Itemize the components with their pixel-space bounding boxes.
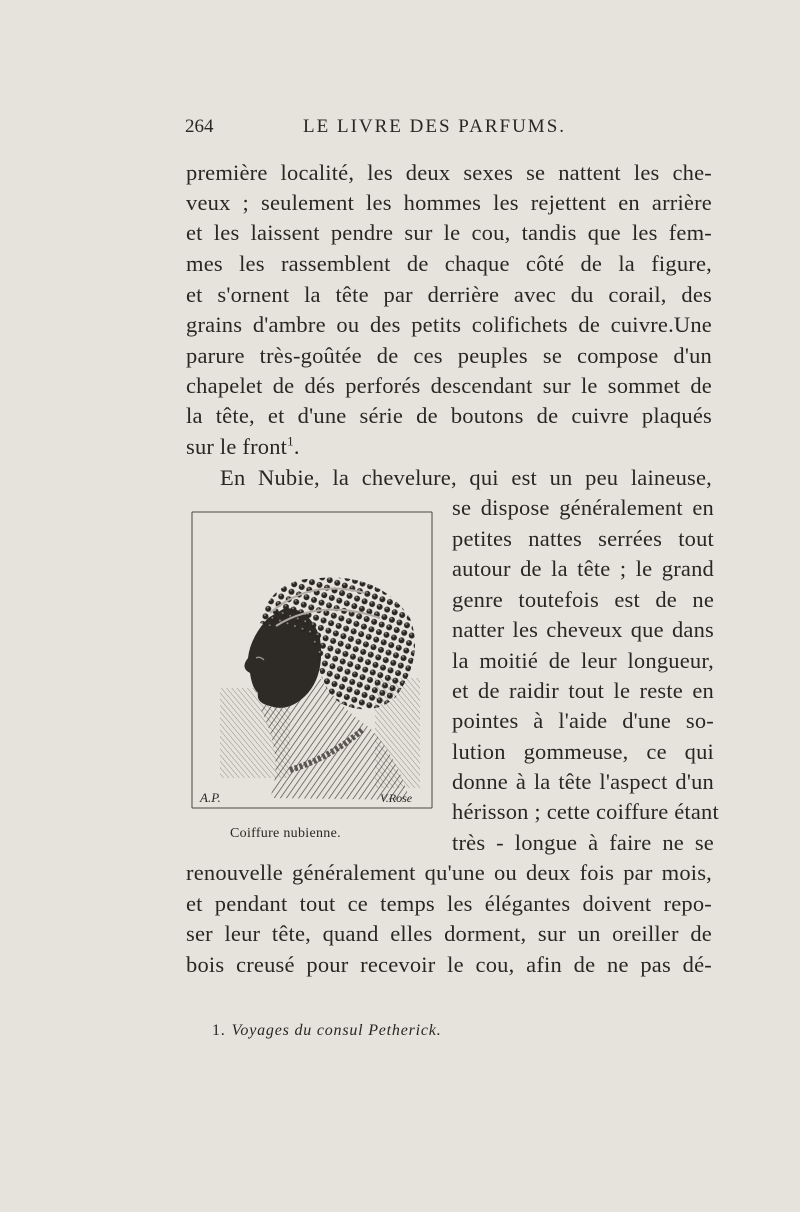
- text-line: autour de la tête ; le grand: [452, 556, 714, 581]
- text-line: grains d'ambre ou des petits colifichets de cuivre.Une: [186, 312, 712, 337]
- running-header: [185, 116, 715, 146]
- engraver-signature-right: V.Rose: [380, 791, 413, 805]
- text-line: bois creusé pour recevoir le cou, afin de ne pas dé-: [186, 952, 712, 977]
- text-line: première localité, les deux sexes se nattent les che-: [186, 160, 712, 185]
- text-fragment: sur le front: [186, 434, 288, 459]
- text-line: la tête, et d'une série de boutons de cuivre plaqués: [186, 403, 712, 428]
- text-line: donne à la tête l'aspect d'un: [452, 769, 714, 794]
- page-number: 264: [185, 116, 214, 137]
- text-line: veux ; seulement les hommes les rejettent en arrière: [186, 190, 712, 215]
- text-line: En Nubie, la chevelure, qui est un peu laineuse,: [220, 465, 712, 490]
- text-line: mes les rassemblent de chaque côté de la figure,: [186, 251, 712, 276]
- text-line: et pendant tout ce temps les élégantes doivent repo-: [186, 891, 712, 916]
- footnote-number: 1.: [212, 1022, 226, 1039]
- text-line: petites nattes serrées tout: [452, 526, 714, 551]
- footnote: [212, 1022, 442, 1040]
- text-line: la moitié de leur longueur,: [452, 648, 714, 673]
- nubian-portrait-engraving: [190, 508, 434, 818]
- text-line: très - longue à faire ne se: [452, 830, 714, 855]
- text-line: et les laissent pendre sur le cou, tandis que les fem-: [186, 220, 712, 245]
- text-line: sur le front$^1$.: [186, 433, 300, 459]
- text-line: lution gommeuse, ce qui: [452, 739, 714, 764]
- text-line: renouvelle généralement qu'une ou deux fois par mois,: [186, 860, 712, 885]
- engraving-illustration: [190, 508, 434, 818]
- engraver-signature-left: A.P.: [200, 790, 221, 805]
- running-title: LE LIVRE DES PARFUMS.: [303, 116, 567, 137]
- figure-caption: Coiffure nubienne.: [230, 826, 341, 841]
- text-line: pointes à l'aide d'une so-: [452, 708, 714, 733]
- text-line: ser leur tête, quand elles dorment, sur un oreiller de: [186, 921, 712, 946]
- footnote-reference: 1: [287, 433, 294, 449]
- text-line: hérisson ; cette coiffure étant: [452, 799, 719, 824]
- text-line: se dispose généralement en: [452, 495, 714, 520]
- text-line: genre toutefois est de ne: [452, 587, 714, 612]
- text-line: chapelet de dés perforés descendant sur le sommet de: [186, 373, 712, 398]
- text-line: et s'ornent la tête par derrière avec du corail, des: [186, 282, 712, 307]
- text-line: parure très-goûtée de ces peuples se compose d'un: [186, 343, 712, 368]
- text-line: natter les cheveux que dans: [452, 617, 714, 642]
- text-line: et de raidir tout le reste en: [452, 678, 714, 703]
- footnote-text: Voyages du consul Petherick.: [231, 1022, 442, 1039]
